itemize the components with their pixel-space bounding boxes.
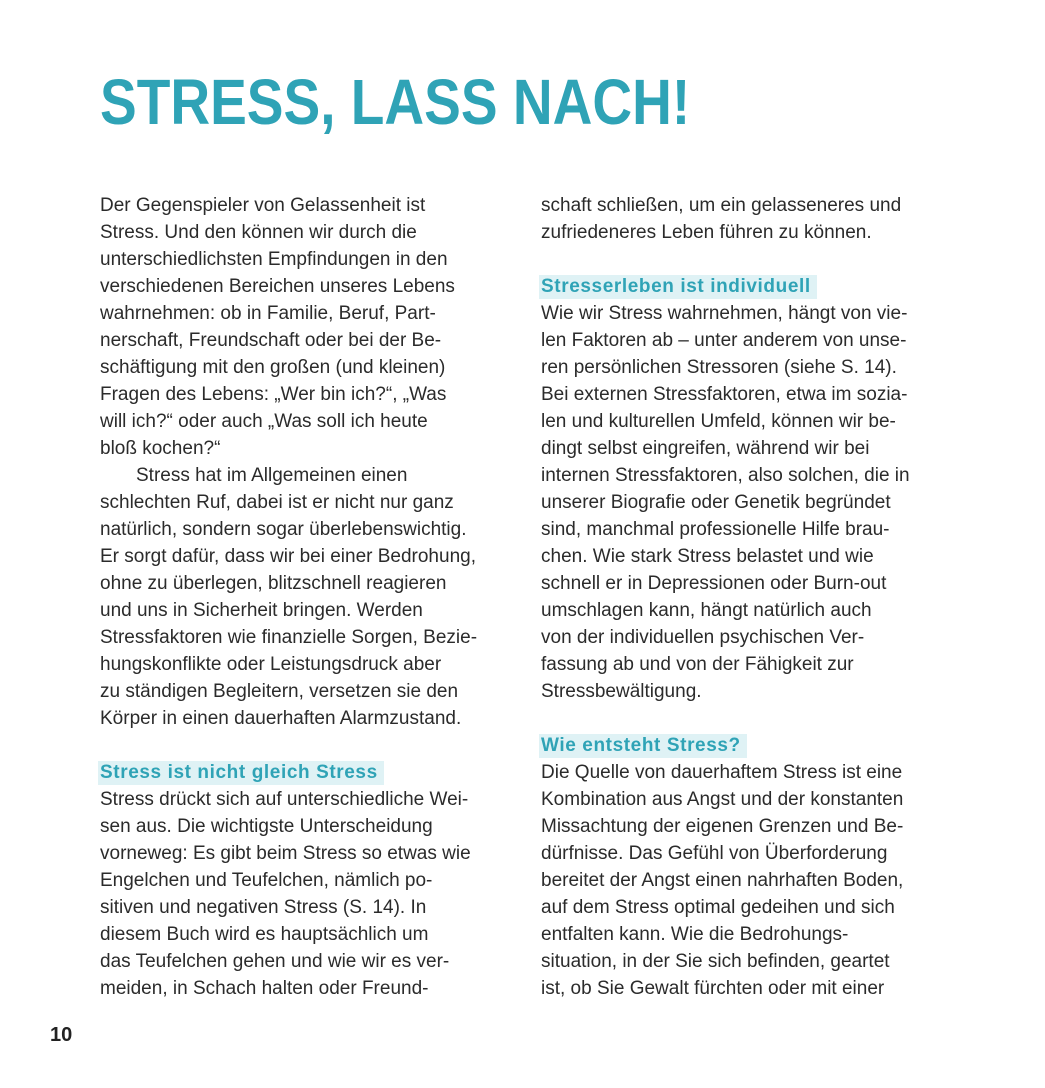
text-line: Stress drückt sich auf unterschiedliche Wei- — [100, 789, 469, 810]
text-line: Körper in einen dauerhaften Alarmzustand. — [100, 708, 462, 729]
section1-paragraph — [541, 300, 961, 705]
text-line: internen Stressfaktoren, also solchen, die in — [541, 465, 910, 486]
text-line: Er sorgt dafür, dass wir bei einer Bedrohung, — [100, 546, 476, 567]
text-line: Stress. Und den können wir durch die — [100, 222, 417, 243]
section2-paragraph — [541, 759, 961, 1002]
section-heading-wrapper — [541, 732, 961, 759]
second-paragraph — [100, 462, 520, 732]
text-line: meiden, in Schach halten oder Freund- — [100, 978, 429, 999]
text-line: und uns in Sicherheit bringen. Werden — [100, 600, 423, 621]
page-title: STRESS, LASS NACH! — [100, 66, 691, 138]
text-line: vorneweg: Es gibt beim Stress so etwas wie — [100, 843, 471, 864]
section-heading-wrapper — [541, 273, 961, 300]
paragraph-gap — [541, 246, 961, 273]
text-line: Engelchen und Teufelchen, nämlich po- — [100, 870, 433, 891]
text-line: verschiedenen Bereichen unseres Lebens — [100, 276, 455, 297]
text-line: len Faktoren ab – unter anderem von unse- — [541, 330, 907, 351]
continuation-paragraph — [541, 192, 961, 246]
text-line: Die Quelle von dauerhaftem Stress ist eine — [541, 762, 903, 783]
text-line: bloß kochen?“ — [100, 438, 221, 459]
paragraph-gap — [541, 705, 961, 732]
text-line: schnell er in Depressionen oder Burn-out — [541, 573, 887, 594]
text-line: Missachtung der eigenen Grenzen und Be- — [541, 816, 904, 837]
page-number: 10 — [50, 1024, 73, 1046]
intro-paragraph — [100, 192, 520, 462]
text-line: bereitet der Angst einen nahrhaften Boden, — [541, 870, 904, 891]
text-line: dingt selbst eingreifen, während wir bei — [541, 438, 870, 459]
section-heading-individual: Stresserleben ist individuell — [539, 275, 817, 299]
text-line: das Teufelchen gehen und wie wir es ver- — [100, 951, 450, 972]
left-column — [100, 192, 520, 1002]
text-line: situation, in der Sie sich befinden, geartet — [541, 951, 890, 972]
text-line: auf dem Stress optimal gedeihen und sich — [541, 897, 895, 918]
right-column — [541, 192, 961, 1002]
text-line: Der Gegenspieler von Gelassenheit ist — [100, 195, 426, 216]
text-line: schlechten Ruf, dabei ist er nicht nur ganz — [100, 492, 454, 513]
text-line: umschlagen kann, hängt natürlich auch — [541, 600, 872, 621]
text-line: von der individuellen psychischen Ver- — [541, 627, 865, 648]
section-paragraph — [100, 786, 520, 1002]
text-line: zu ständigen Begleitern, versetzen sie den — [100, 681, 459, 702]
text-line: dürfnisse. Das Gefühl von Überforderung — [541, 843, 888, 864]
text-line: Bei externen Stressfaktoren, etwa im sozia- — [541, 384, 908, 405]
text-line: sen aus. Die wichtigste Unterscheidung — [100, 816, 433, 837]
text-line: Stress hat im Allgemeinen einen — [136, 465, 408, 486]
section-heading-wrapper — [100, 759, 520, 786]
text-line: len und kulturellen Umfeld, können wir be- — [541, 411, 896, 432]
text-line: sind, manchmal professionelle Hilfe brau- — [541, 519, 890, 540]
text-line: natürlich, sondern sogar überlebenswichtig. — [100, 519, 467, 540]
text-line: chen. Wie stark Stress belastet und wie — [541, 546, 874, 567]
text-line: ren persönlichen Stressoren (siehe S. 14). — [541, 357, 897, 378]
text-line: schaft schließen, um ein gelasseneres und — [541, 195, 902, 216]
section-heading-stress-not-equal: Stress ist nicht gleich Stress — [98, 761, 384, 785]
text-line: nerschaft, Freundschaft oder bei der Be- — [100, 330, 442, 351]
text-line: will ich?“ oder auch „Was soll ich heute — [100, 411, 428, 432]
text-line: ohne zu überlegen, blitzschnell reagieren — [100, 573, 447, 594]
text-line: zufriedeneres Leben führen zu können. — [541, 222, 872, 243]
text-line: unserer Biografie oder Genetik begründet — [541, 492, 891, 513]
text-line: sitiven und negativen Stress (S. 14). In — [100, 897, 427, 918]
text-line: unterschiedlichsten Empfindungen in den — [100, 249, 448, 270]
text-line: ist, ob Sie Gewalt fürchten oder mit einer — [541, 978, 885, 999]
text-line: fassung ab und von der Fähigkeit zur — [541, 654, 854, 675]
text-line: wahrnehmen: ob in Familie, Beruf, Part- — [100, 303, 436, 324]
text-line: entfalten kann. Wie die Bedrohungs- — [541, 924, 849, 945]
text-line: Kombination aus Angst und der konstanten — [541, 789, 904, 810]
text-line: diesem Buch wird es hauptsächlich um — [100, 924, 429, 945]
text-line: Wie wir Stress wahrnehmen, hängt von vie- — [541, 303, 908, 324]
text-line: schäftigung mit den großen (und kleinen) — [100, 357, 446, 378]
text-line: hungskonflikte oder Leistungsdruck aber — [100, 654, 442, 675]
text-line: Stressbewältigung. — [541, 681, 702, 702]
section-heading-origin: Wie entsteht Stress? — [539, 734, 747, 758]
text-line: Stressfaktoren wie finanzielle Sorgen, Bezie- — [100, 627, 478, 648]
paragraph-gap — [100, 732, 520, 759]
text-line: Fragen des Lebens: „Wer bin ich?“, „Was — [100, 384, 447, 405]
